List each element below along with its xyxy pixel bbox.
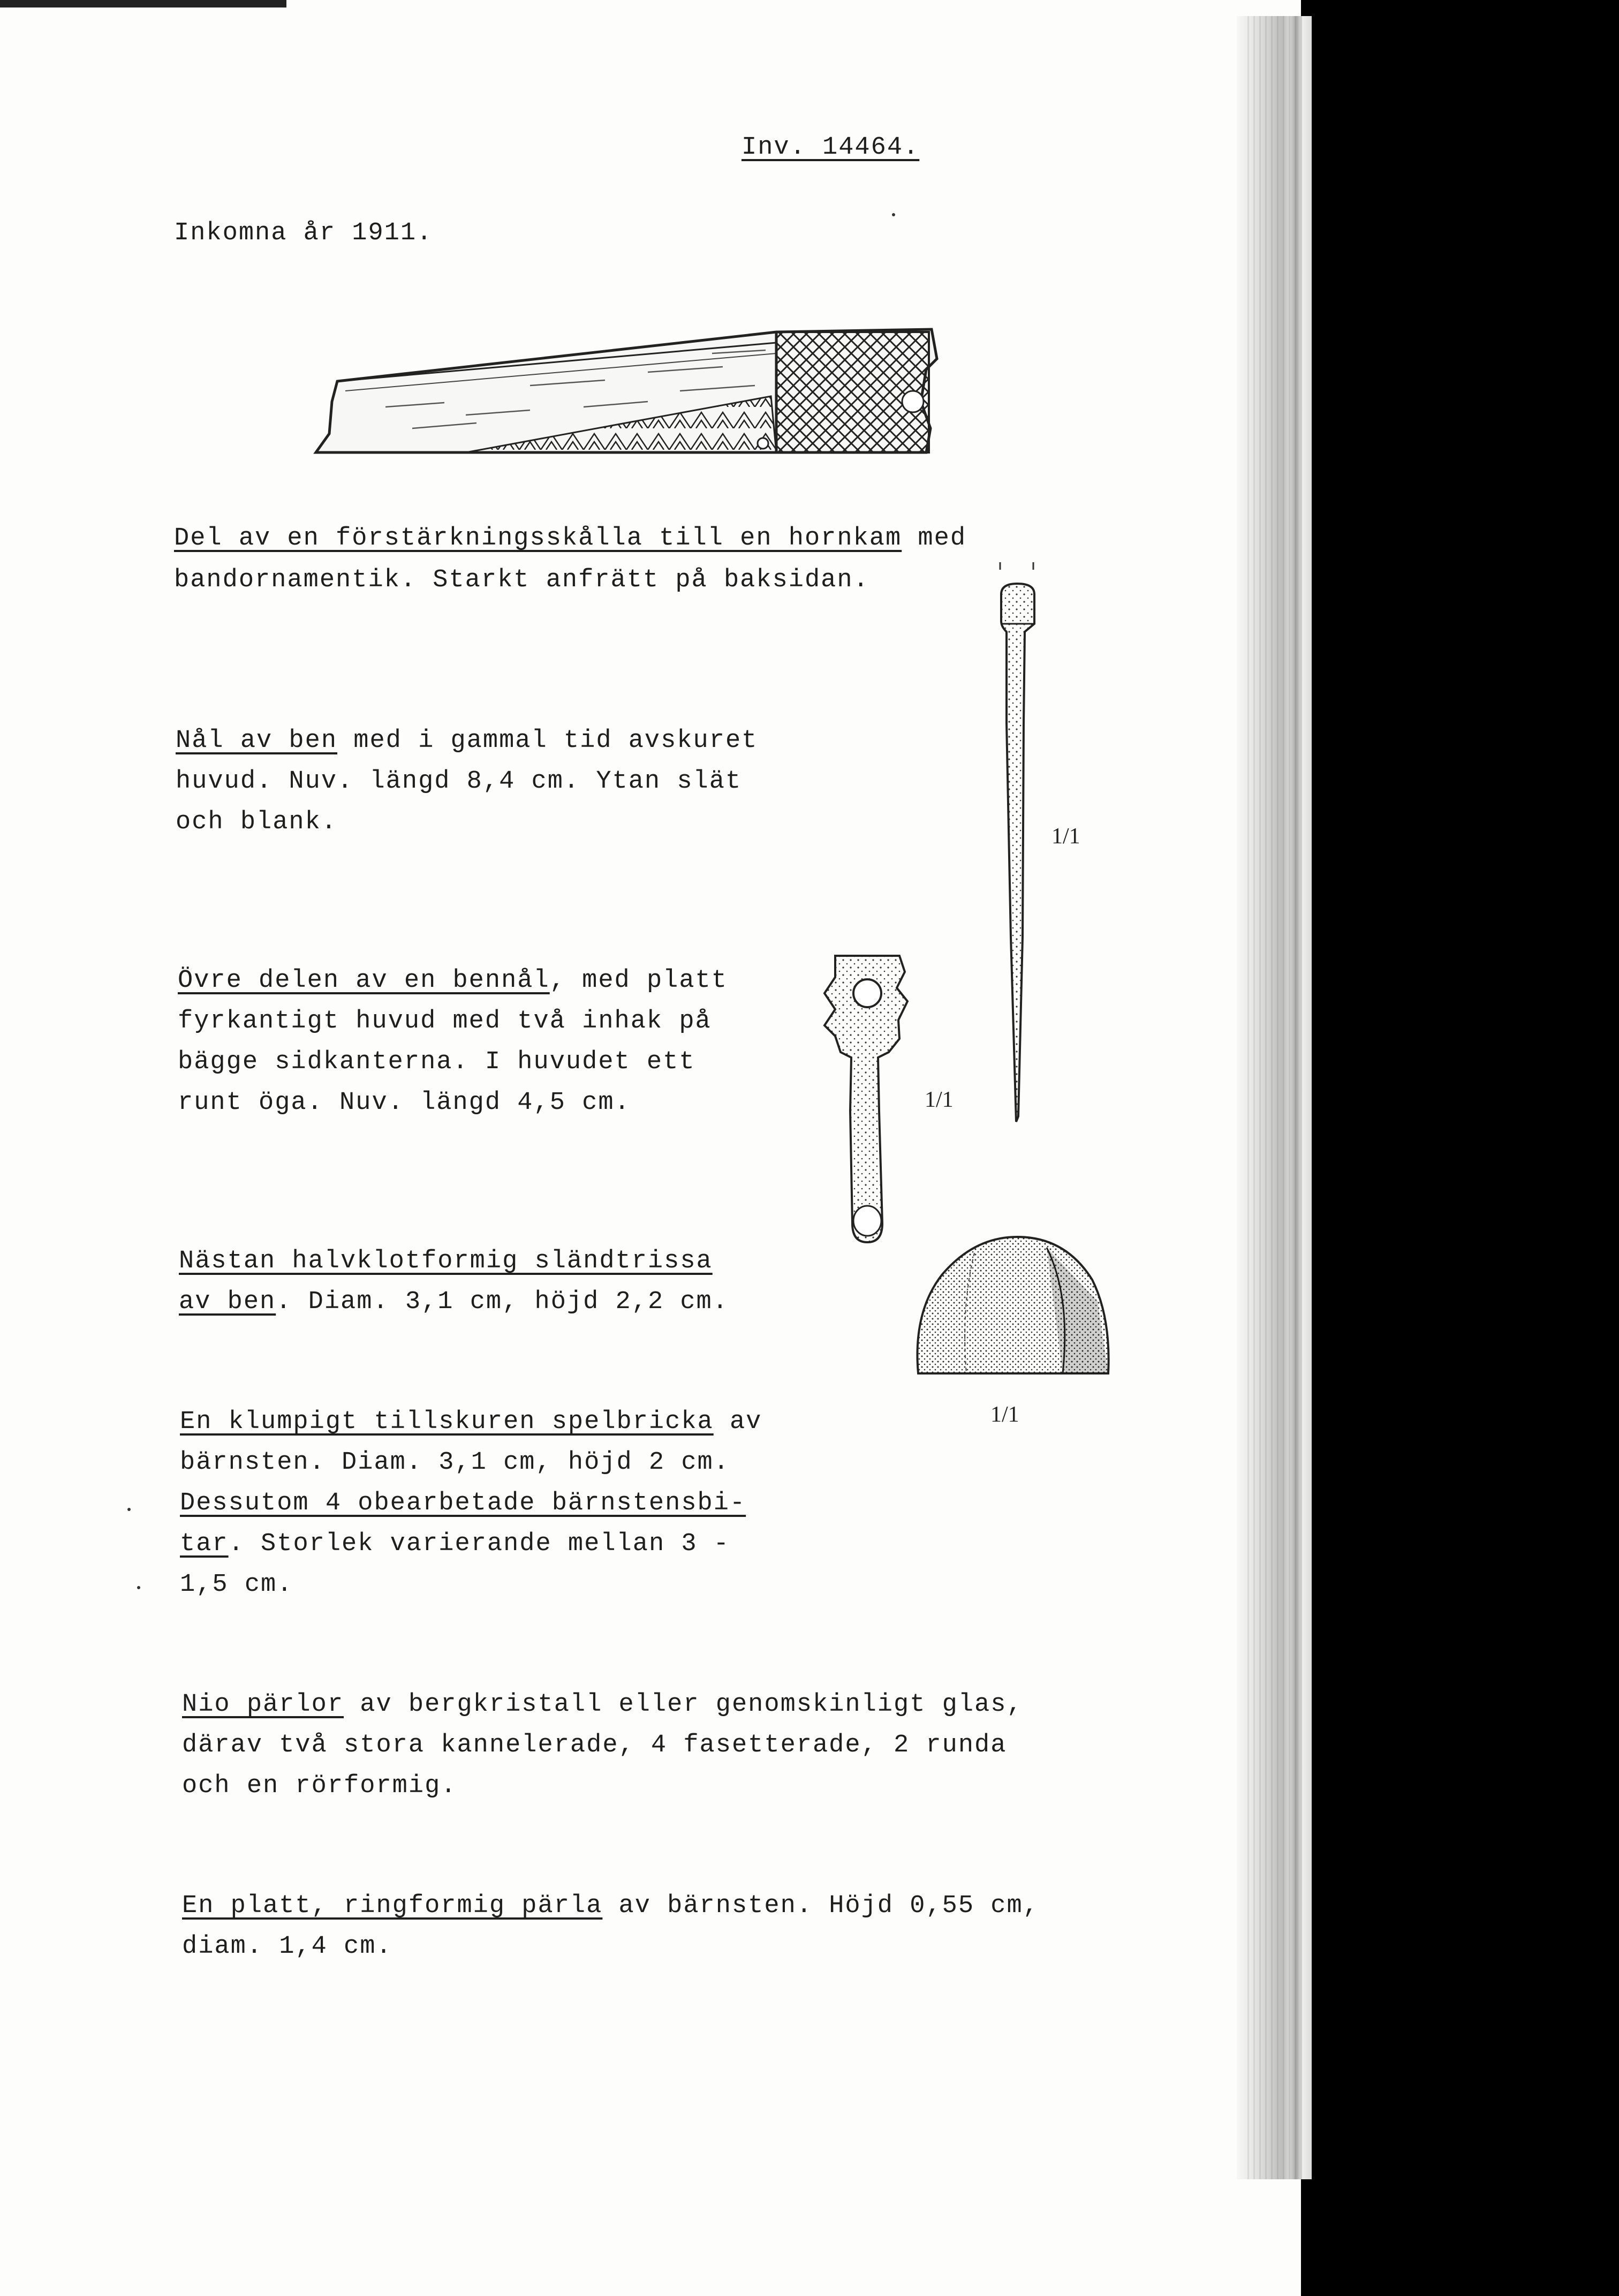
speck	[127, 1508, 131, 1511]
underlined-term: Övre delen av en bennål	[178, 966, 550, 995]
underlined-term: En platt, ringformig pärla	[182, 1892, 603, 1920]
entry-1-line-2	[174, 568, 869, 593]
entry-text: med i gammal tid avskuret	[337, 727, 758, 755]
entry-text: av bergkristall eller genomskinligt glas,	[344, 1690, 1023, 1719]
speck	[137, 1586, 140, 1589]
entry-3-line-2	[178, 1009, 712, 1034]
needle-scale-label: 1/1	[1051, 824, 1080, 849]
entry-5-line-5	[180, 1572, 293, 1597]
entry-5-line-2	[180, 1450, 730, 1475]
entry-text: av	[713, 1408, 762, 1436]
top-scan-bar	[0, 0, 286, 7]
entry-text: av bärnsten. Höjd 0,55 cm,	[602, 1892, 1039, 1920]
underlined-term: av ben	[179, 1288, 276, 1316]
underlined-term: Dessutom 4 obearbetade bärnstensbi-	[180, 1489, 746, 1517]
underlined-term: tar	[180, 1530, 229, 1558]
entry-text: . Storlek varierande mellan 3 -	[228, 1530, 730, 1558]
pin-scale-label: 1/1	[925, 1087, 954, 1112]
entry-text: och en rörformig.	[182, 1772, 457, 1800]
entry-7-line-1	[182, 1893, 1039, 1919]
entry-text: . Diam. 3,1 cm, höjd 2,2 cm.	[276, 1288, 729, 1316]
entry-text: med	[902, 524, 967, 553]
inventory-number: Inv. 14464.	[742, 133, 920, 162]
entry-6-line-3	[182, 1773, 457, 1799]
entry-3-line-4	[178, 1090, 631, 1115]
entry-3-line-3	[178, 1049, 695, 1075]
received-year: Inkomna år 1911.	[174, 219, 433, 247]
entry-7-line-2	[182, 1934, 392, 1959]
entry-text: bärnsten. Diam. 3,1 cm, höjd 2 cm.	[180, 1448, 730, 1477]
entry-text: därav två stora kannelerade, 4 fasetterade, 2 runda	[182, 1731, 1007, 1759]
entry-text: fyrkantigt huvud med två inhak på	[178, 1007, 712, 1036]
entry-2-line-2	[176, 769, 742, 794]
entry-3-line-1	[178, 968, 728, 993]
bone-needle-drawing	[985, 562, 1049, 1130]
entry-5-line-3	[180, 1491, 746, 1516]
underlined-term: Nästan halvklotformig sländtrissa	[179, 1247, 713, 1275]
bone-pin-drawing	[819, 950, 926, 1250]
entry-text: huvud. Nuv. längd 8,4 cm. Ytan slät	[176, 767, 742, 796]
underlined-term: Del av en förstärkningsskålla till en hornkam	[174, 524, 902, 553]
entry-text: bandornamentik. Starkt anfrätt på baksidan.	[174, 566, 869, 594]
speck	[892, 213, 895, 216]
entry-text: bägge sidkanterna. I huvudet ett	[178, 1048, 695, 1076]
entry-2-line-3	[176, 810, 337, 835]
underlined-term: En klumpigt tillskuren spelbricka	[180, 1408, 714, 1436]
entry-2-line-1	[176, 728, 758, 753]
entry-4-line-1	[179, 1249, 713, 1274]
entry-5-line-1	[180, 1409, 762, 1434]
entry-text: 1,5 cm.	[180, 1570, 293, 1599]
entry-6-line-1	[182, 1692, 1023, 1717]
underlined-term: Nio pärlor	[182, 1690, 344, 1719]
entry-text: diam. 1,4 cm.	[182, 1932, 392, 1961]
entry-text: och blank.	[176, 808, 338, 836]
entry-6-line-2	[182, 1733, 1007, 1758]
whorl-scale-label: 1/1	[990, 1402, 1019, 1427]
comb-plate-drawing	[305, 321, 948, 460]
entry-text: runt öga. Nuv. längd 4,5 cm.	[178, 1089, 631, 1117]
underlined-term: Nål av ben	[176, 727, 338, 755]
entry-4-line-2	[179, 1289, 729, 1315]
entry-text: , med platt	[549, 966, 728, 995]
spindle-whorl-drawing	[910, 1232, 1114, 1381]
page-edge-stripes	[1247, 16, 1306, 2179]
entry-5-line-4	[180, 1531, 730, 1557]
entry-1-line-1	[174, 526, 966, 551]
